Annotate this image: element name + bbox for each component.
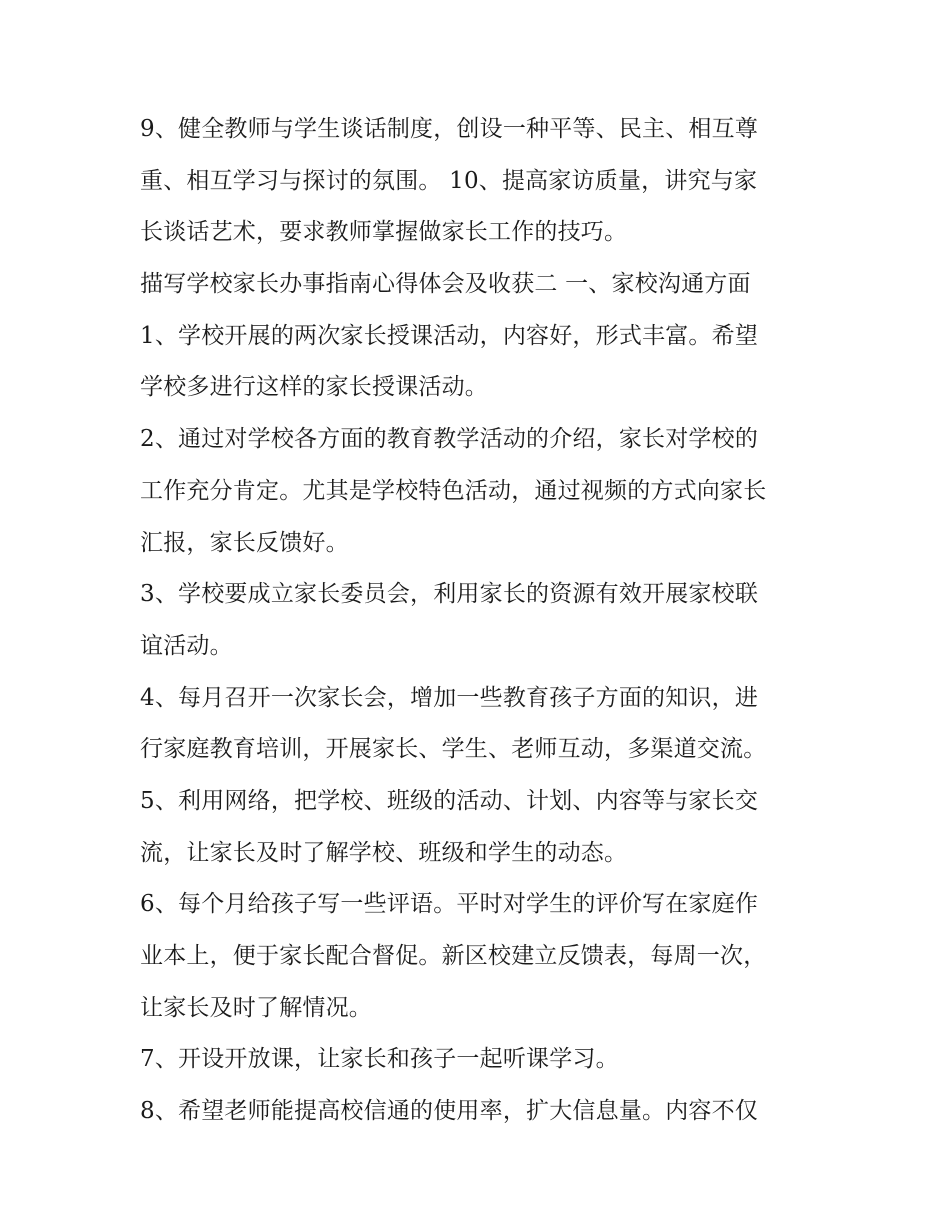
text-line: 谊活动。 [140, 632, 233, 659]
document-body [140, 104, 820, 1138]
paragraph-item-5 [140, 776, 820, 879]
text-line: 汇报，家长反馈好。 [140, 529, 349, 556]
text-line: 流，让家长及时了解学校、班级和学生的动态。 [140, 839, 628, 866]
text-line: 长谈话艺术，要求教师掌握做家长工作的技巧。 [140, 219, 628, 246]
paragraph-item-3 [140, 569, 820, 672]
text-line: 8、希望老师能提高校信通的使用率，扩大信息量。内容不仅 [140, 1098, 759, 1125]
text-line: 6、每个月给孩子写一些评语。平时对学生的评价写在家庭作 [140, 891, 759, 918]
text-line: 4、每月召开一次家长会，增加一些教育孩子方面的知识，进 [140, 684, 759, 711]
text-line: 让家长及时了解情况。 [140, 994, 372, 1021]
text-line: 学校多进行这样的家长授课活动。 [140, 374, 488, 401]
text-line: 1、学校开展的两次家长授课活动，内容好，形式丰富。希望 [140, 322, 759, 349]
paragraph-item-6 [140, 879, 820, 1034]
text-line: 业本上，便于家长配合督促。新区校建立反馈表，每周一次， [140, 943, 767, 969]
text-line: 3、学校要成立家长委员会，利用家长的资源有效开展家校联 [140, 581, 759, 608]
text-line: 7、开设开放课，让家长和孩子一起听课学习。 [140, 1046, 619, 1073]
paragraph-item-4 [140, 673, 820, 776]
paragraph-item-8 [140, 1086, 820, 1138]
text-line: 工作充分肯定。尤其是学校特色活动，通过视频的方式向家长 [140, 477, 767, 504]
paragraph-item-1 [140, 311, 820, 414]
paragraph-item-2 [140, 414, 820, 569]
text-line: 5、利用网络，把学校、班级的活动、计划、内容等与家长交 [140, 787, 759, 814]
paragraph-item-7 [140, 1034, 820, 1086]
text-line: 描写学校家长办事指南心得体会及收获二 一、家校沟通方面 [140, 271, 751, 298]
text-line: 2、通过对学校各方面的教育教学活动的介绍，家长对学校的 [140, 426, 759, 453]
text-line: 行家庭教育培训，开展家长、学生、老师互动，多渠道交流。 [140, 736, 767, 763]
paragraph-item-9-10 [140, 104, 820, 259]
text-line: 重、相互学习与探讨的氛围。 10、提高家访质量，讲究与家 [140, 167, 758, 194]
section-heading [140, 259, 820, 311]
text-line: 9、健全教师与学生谈话制度，创设一种平等、民主、相互尊 [140, 116, 759, 142]
